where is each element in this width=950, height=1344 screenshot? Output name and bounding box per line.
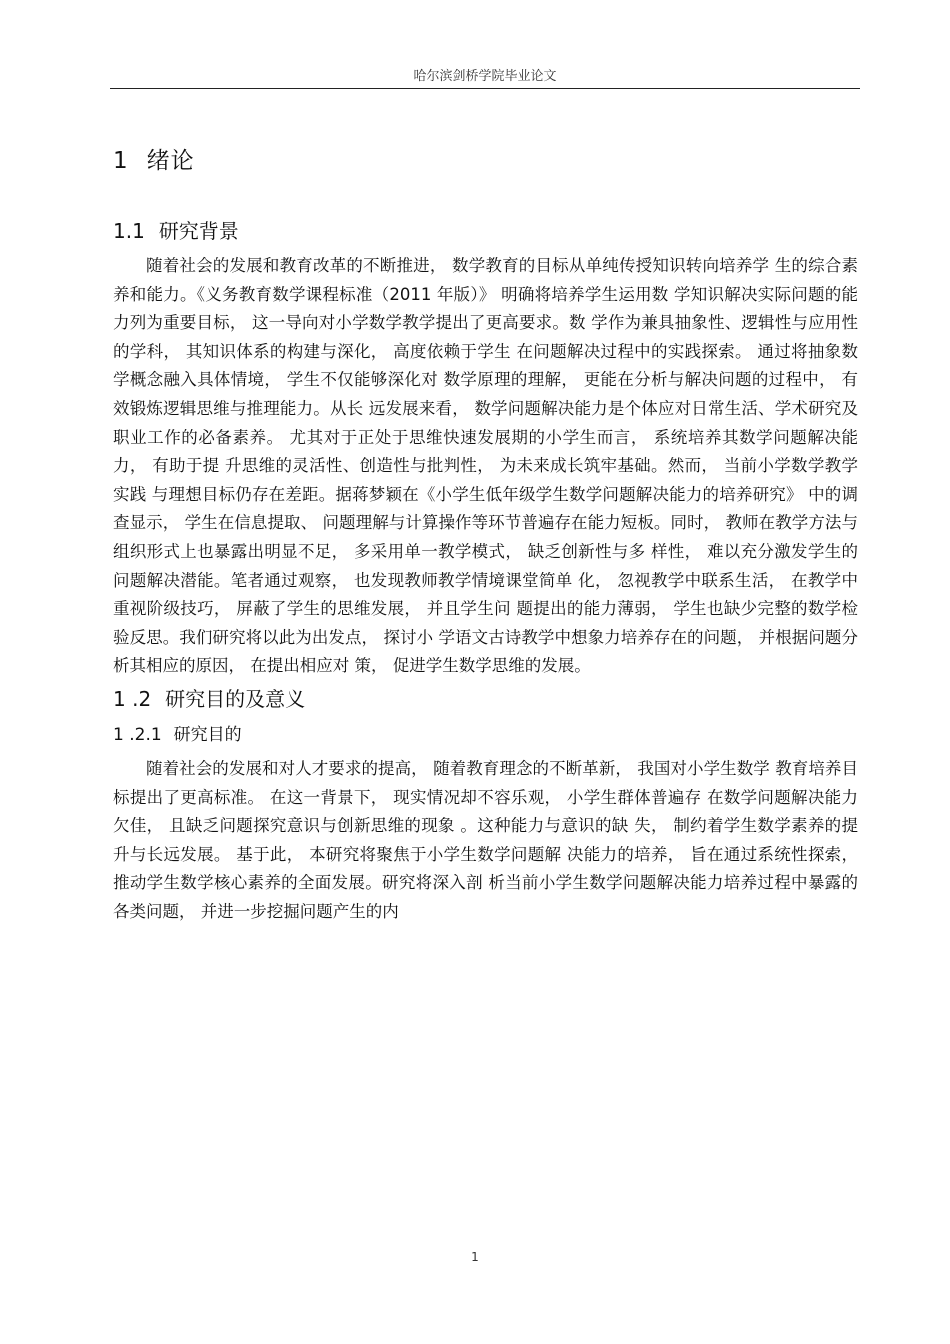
chapter-title: 绪论 — [146, 148, 195, 174]
subsection-number: 1 .2.1 — [113, 724, 162, 745]
purpose-paragraph: 随着社会的发展和对人才要求的提高， 随着教育理念的不断革新， 我国对小学生数学 教育培养目标提出了更高标准。 在这一背景下， 现实情况却不容乐观， 小学生群体普遍存 在数学问题解决能力欠佳， 且缺乏问题探究意识与创新思维的现象 。这种能力与意识的缺 失， 制约着学生数学素养的提升与长远发展。 基于此， 本研究将聚焦于小学生数学问题解 决能力的培养， 旨在通过系统性探索， 推动学生数学核心素养的全面发展。研究将深入剖 析当前小学生数学问题解决能力培养过程中暴露的各类问题， 并进一步挖掘问题产生的内 — [113, 758, 858, 921]
section-number: 1 .2 — [113, 686, 152, 711]
page-number: 1 — [471, 1250, 479, 1264]
section-title: 研究目的及意义 — [165, 686, 306, 711]
page-body — [113, 142, 858, 926]
subsection-heading-1-2-1 — [113, 720, 858, 745]
subsection-title: 研究目的 — [173, 724, 242, 745]
section-heading-1-2 — [113, 683, 858, 712]
section-title: 研究背景 — [158, 219, 239, 243]
background-paragraph: 随着社会的发展和教育改革的不断推进， 数学教育的目标从单纯传授知识转向培养学 生的综合素养和能力。《义务教育数学课程标准（2011 年版）》 明确将培养学生运用数 学知识解决实际问题的能力列为重要目标， 这一导向对小学数学教学提出了更高要求。数 学作为兼具抽象性、逻辑性与应用性的学科， 其知识体系的构建与深化， 高度依赖于学生 在问题解决过程中的实践探索。 通过将抽象数学概念融入具体情境， 学生不仅能够深化对 数学原理的理解， 更能在分析与解决问题的过程中， 有效锻炼逻辑思维与推理能力。从长 远发展来看， 数学问题解决能力是个体应对日常生活、学术研究及职业工作的必备素养。 尤其对于正处于思维快速发展期的小学生而言， 系统培养其数学问题解决能力， 有助于提 升思维的灵活性、创造性与批判性， 为未来成长筑牢基础。然而， 当前小学数学教学实践 与理想目标仍存在差距。据蒋梦颖在《小学生低年级学生数学问题解决能力的培养研究》 中的调查显示， 学生在信息提取、 问题理解与计算操作等环节普遍存在能力短板。同时， 教师在教学方法与组织形式上也暴露出明显不足， 多采用单一教学模式， 缺乏创新性与多 样性， 难以充分激发学生的问题解决潜能。笔者通过观察， 也发现教师教学情境课堂简单 化， 忽视教学中联系生活， 在教学中重视阶级技巧， 屏蔽了学生的思维发展， 并且学生问 题提出的能力薄弱， 学生也缺少完整的数学检验反思。我们研究将以此为出发点， 探讨小 学语文古诗教学中想象力培养存在的问题， 并根据问题分析其相应的原因， 在提出相应对 策， 促进学生数学思维的发展。 — [113, 256, 858, 676]
section-number: 1.1 — [113, 219, 145, 243]
running-header: 哈尔滨剑桥学院毕业论文 — [413, 69, 557, 84]
chapter-number: 1 — [113, 148, 129, 174]
header-divider — [110, 88, 860, 89]
chapter-heading — [113, 142, 858, 175]
section-heading-1-1 — [113, 215, 858, 244]
